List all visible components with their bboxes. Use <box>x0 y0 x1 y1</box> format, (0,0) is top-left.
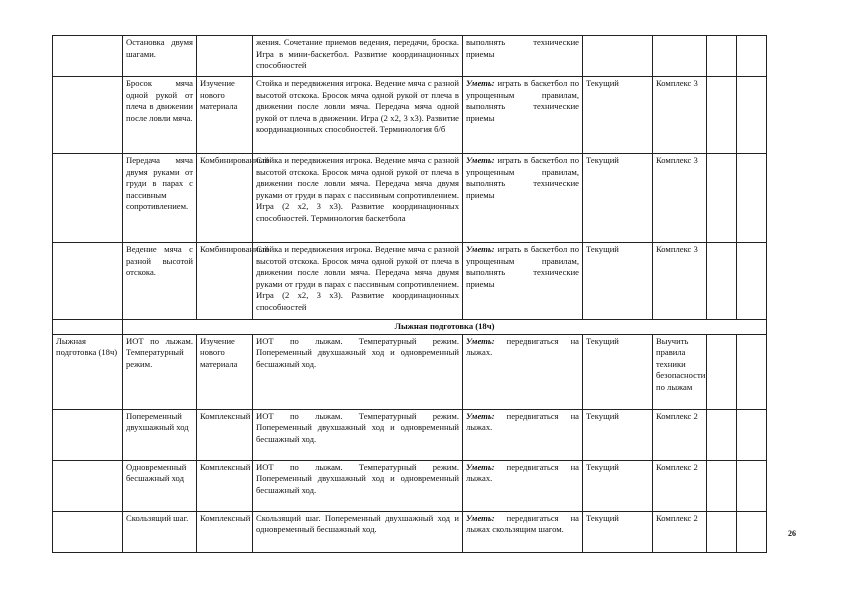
lesson-type-cell: Комплексный <box>197 511 253 552</box>
topic-cell: Попеременный двухшажный ход <box>123 409 197 460</box>
skill-text: передвигаться на лыжах скользящим шагом. <box>466 512 579 535</box>
control-cell: Текущий <box>583 243 653 320</box>
empty-cell <box>707 77 737 154</box>
page-number: 26 <box>788 529 796 538</box>
skill-cell <box>463 409 583 460</box>
empty-cell <box>737 243 767 320</box>
skill-cell <box>463 334 583 409</box>
skill-text: передвигаться на лыжах. <box>466 410 579 433</box>
empty-cell <box>707 334 737 409</box>
skill-text: играть в баскетбол по упрощенным правилам, выполнять технические приемы <box>466 155 579 200</box>
section-cell <box>53 243 123 320</box>
skill-prefix: Уметь: <box>466 512 495 523</box>
empty-cell <box>707 409 737 460</box>
table-row <box>53 77 767 154</box>
skill-prefix: Уметь: <box>466 155 495 165</box>
content-cell: Стойка и передвижения игрока. Ведение мяча с разной высотой отскока. Бросок мяча одной рукой от плеча в движении после ловли мяча. Передача мяча двумя руками от груди в парах с пассивным сопротивлением. Игра (2 х2, 3 х3). Развитие координационных способностей. Терминология баскетбола <box>253 154 463 243</box>
lesson-type-cell: Комплексный <box>197 409 253 460</box>
topic-cell: Передача мяча двумя руками от груди в парах с пассивным сопротивлением. <box>123 154 197 243</box>
homework-cell: Комплекс 3 <box>653 77 707 154</box>
lesson-type-cell: Изучение нового материала <box>197 77 253 154</box>
empty-cell <box>737 409 767 460</box>
empty-cell <box>737 334 767 409</box>
empty-cell <box>737 460 767 511</box>
section-cell <box>53 409 123 460</box>
table-row <box>53 460 767 511</box>
table-row <box>53 409 767 460</box>
control-cell <box>583 36 653 77</box>
lesson-type-cell: Комбинированный <box>197 243 253 320</box>
homework-cell: Выучить правила техники безопасности по лыжам <box>653 334 707 409</box>
skill-cell <box>463 460 583 511</box>
empty-cell <box>737 511 767 552</box>
skill-cell <box>463 154 583 243</box>
topic-cell: ИОТ по лыжам. Температурный режим. <box>123 334 197 409</box>
topic-cell: Одновременный бесшажный ход <box>123 460 197 511</box>
topic-cell: Скользящий шаг. <box>123 511 197 552</box>
empty-cell <box>707 154 737 243</box>
section-cell: Лыжная подготовка (18ч) <box>53 334 123 409</box>
empty-cell <box>737 77 767 154</box>
skill-cell <box>463 243 583 320</box>
content-cell: ИОТ по лыжам. Температурный режим. Попеременный двухшажный ход и одновременный бесшажный ход. <box>253 460 463 511</box>
empty-cell <box>737 154 767 243</box>
content-cell: ИОТ по лыжам. Температурный режим. Попеременный двухшажный ход и одновременный бесшажный ход. <box>253 334 463 409</box>
content-cell: Скользящий шаг. Попеременный двухшажный ход и одновременный бесшажный ход. <box>253 511 463 552</box>
section-cell <box>53 511 123 552</box>
table-row <box>53 154 767 243</box>
skill-cell <box>463 77 583 154</box>
section-cell <box>53 154 123 243</box>
homework-cell: Комплекс 2 <box>653 511 707 552</box>
empty-cell <box>707 511 737 552</box>
section-row <box>53 320 767 335</box>
control-cell: Текущий <box>583 154 653 243</box>
skill-cell <box>463 511 583 552</box>
section-cell <box>53 460 123 511</box>
skill-text: передвигаться на лыжах. <box>466 335 579 358</box>
control-cell: Текущий <box>583 77 653 154</box>
topic-cell: Остановка двумя шагами. <box>123 36 197 77</box>
lesson-type-cell: Изучение нового материала <box>197 334 253 409</box>
empty-cell <box>707 36 737 77</box>
skill-text: выполнять технические приемы <box>466 37 579 59</box>
empty-cell <box>707 460 737 511</box>
table-row <box>53 243 767 320</box>
control-cell: Текущий <box>583 409 653 460</box>
skill-cell <box>463 36 583 77</box>
skill-text: играть в баскетбол по упрощенным правилам, выполнять технические приемы <box>466 244 579 289</box>
table-row <box>53 334 767 409</box>
control-cell: Текущий <box>583 511 653 552</box>
skill-prefix: Уметь: <box>466 410 495 421</box>
homework-cell: Комплекс 2 <box>653 460 707 511</box>
skill-prefix: Уметь: <box>466 244 495 254</box>
skill-prefix: Уметь: <box>466 461 495 472</box>
section-cell <box>53 77 123 154</box>
table-row <box>53 511 767 552</box>
skill-text: передвигаться на лыжах. <box>466 461 579 484</box>
section-cell <box>53 320 123 335</box>
skill-prefix: Уметь: <box>466 335 495 346</box>
topic-cell: Бросок мяча одной рукой от плеча в движении после ловли мяча. <box>123 77 197 154</box>
homework-cell <box>653 36 707 77</box>
section-cell <box>53 36 123 77</box>
skill-prefix: Уметь: <box>466 78 495 88</box>
empty-cell <box>737 36 767 77</box>
homework-cell: Комплекс 3 <box>653 154 707 243</box>
homework-cell: Комплекс 2 <box>653 409 707 460</box>
lesson-type-cell: Комплексный <box>197 460 253 511</box>
control-cell: Текущий <box>583 460 653 511</box>
topic-cell: Ведение мяча с разной высотой отскока. <box>123 243 197 320</box>
content-cell: Стойка и передвижения игрока. Ведение мяча с разной высотой отскока. Бросок мяча одной рукой от плеча в движении после ловли мяча. Передача мяча одной рукой от плеча в движении. Игра (2 х2, 3 х3). Развитие координационных способностей. Терминология б/б <box>253 77 463 154</box>
lesson-type-cell: Комбинированный <box>197 154 253 243</box>
skill-text: играть в баскетбол по упрощенным правилам, выполнять технические приемы <box>466 78 579 123</box>
table-body <box>53 36 767 553</box>
control-cell: Текущий <box>583 334 653 409</box>
lesson-type-cell <box>197 36 253 77</box>
content-cell: Стойка и передвижения игрока. Ведение мяча с разной высотой отскока. Бросок мяча одной рукой от плеча в движении после ловли мяча. Передача мяча двумя руками от груди в парах с пассивным сопротивлением. Игра (2 х2, 3 х3). Развитие координационных способностей <box>253 243 463 320</box>
lesson-plan-table <box>52 35 767 553</box>
section-title: Лыжная подготовка (18ч) <box>123 320 767 335</box>
content-cell: ИОТ по лыжам. Температурный режим. Попеременный двухшажный ход и одновременный бесшажный ход. <box>253 409 463 460</box>
empty-cell <box>707 243 737 320</box>
content-cell: жения. Сочетание приемов ведения, передачи, броска. Игра в мини-баскетбол. Развитие координационных способностей <box>253 36 463 77</box>
homework-cell: Комплекс 3 <box>653 243 707 320</box>
table-row <box>53 36 767 77</box>
